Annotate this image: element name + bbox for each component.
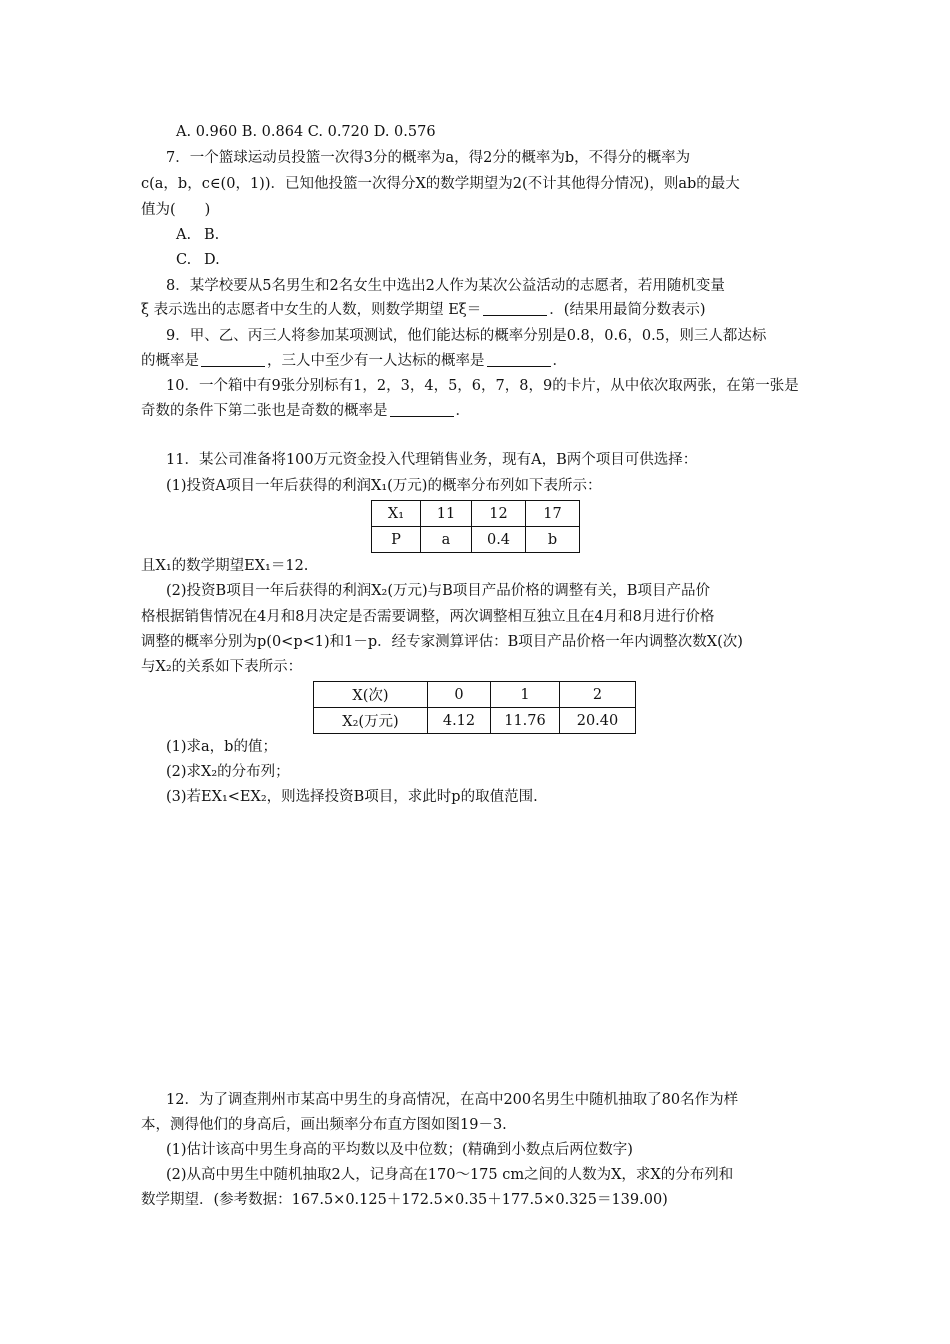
distribution-table-a bbox=[371, 500, 580, 553]
table-cell: b bbox=[526, 527, 580, 553]
q11-sub1: (1)求a，b的值； bbox=[166, 739, 277, 755]
q11-sub2: (2)求X₂的分布列； bbox=[166, 764, 290, 780]
q11-expectation: 且X₁的数学期望EX₁＝12. bbox=[141, 558, 309, 574]
q7-line1: 7．一个篮球运动员投篮一次得3分的概率为a，得2分的概率为b，不得分的概率为 bbox=[166, 150, 691, 166]
q8-line2-text: ξ 表示选出的志愿者中女生的人数，则数学期望 Eξ＝ bbox=[141, 302, 482, 318]
q11-sub3: (3)若EX₁<EX₂，则选择投资B项目，求此时p的取值范围. bbox=[166, 789, 538, 805]
q12-line2: 本，测得他们的身高后，画出频率分布直方图如图19－3. bbox=[141, 1117, 507, 1133]
table-cell: 0 bbox=[428, 682, 491, 708]
q8-line1: 8．某学校要从5名男生和2名女生中选出2人作为某次公益活动的志愿者，若用随机变量 bbox=[166, 278, 725, 294]
table-cell: X(次) bbox=[314, 682, 428, 708]
q11-part2-line4: 与X₂的关系如下表所示： bbox=[141, 659, 303, 675]
q7-option-d: D. bbox=[204, 252, 220, 268]
q11-part1: (1)投资A项目一年后获得的利润X₁(万元)的概率分布列如下表所示： bbox=[166, 478, 602, 494]
table-cell: 0.4 bbox=[472, 527, 526, 553]
distribution-table-b bbox=[313, 681, 636, 734]
table-row bbox=[372, 527, 580, 553]
table-cell: 17 bbox=[526, 501, 580, 527]
table-cell: 4.12 bbox=[428, 708, 491, 734]
answer-blank bbox=[483, 301, 547, 316]
q9-line2-mid: ，三人中至少有一人达标的概率是 bbox=[267, 353, 485, 369]
q7-option-c: C. bbox=[176, 252, 192, 268]
table-cell: 1 bbox=[491, 682, 560, 708]
q7-option-b: B. bbox=[204, 227, 220, 243]
q12-line1: 12．为了调查荆州市某高中男生的身高情况，在高中200名男生中随机抽取了80名作为样 bbox=[166, 1092, 739, 1108]
q6-options: A. 0.960 B. 0.864 C. 0.720 D. 0.576 bbox=[176, 124, 436, 140]
table-cell: 11.76 bbox=[491, 708, 560, 734]
answer-blank bbox=[487, 352, 551, 367]
q9-line2-tail: ． bbox=[552, 353, 567, 369]
table-row bbox=[314, 708, 636, 734]
q9-line2-text: 的概率是 bbox=[141, 353, 199, 369]
q10-line1: 10．一个箱中有9张分别标有1，2，3，4，5，6，7，8，9的卡片，从中依次取两张，在第一张是 bbox=[166, 378, 799, 394]
table-cell: a bbox=[421, 527, 472, 553]
answer-blank bbox=[201, 352, 265, 367]
q12-line3: (1)估计该高中男生身高的平均数以及中位数；(精确到小数点后两位数字) bbox=[166, 1142, 633, 1158]
table-cell: 2 bbox=[560, 682, 636, 708]
q10-line2 bbox=[141, 401, 470, 421]
q9-line2 bbox=[141, 351, 567, 371]
q8-line2-tail: ．(结果用最简分数表示) bbox=[549, 302, 706, 318]
q12-line4: (2)从高中男生中随机抽取2人，记身高在170～175 cm之间的人数为X，求X的分布列和 bbox=[166, 1167, 734, 1183]
table-cell: X₁ bbox=[372, 501, 421, 527]
q7-line3: 值为( ) bbox=[141, 202, 211, 218]
table-cell: 11 bbox=[421, 501, 472, 527]
q10-line2-text: 奇数的条件下第二张也是奇数的概率是 bbox=[141, 403, 388, 419]
q12-line5: 数学期望．(参考数据：167.5×0.125＋172.5×0.35＋177.5×0.325＝139.00) bbox=[141, 1192, 668, 1208]
q7-line2: c(a，b，c∈(0，1))．已知他投篮一次得分X的数学期望为2(不计其他得分情况)，则ab的最大 bbox=[141, 176, 740, 192]
table-cell: X₂(万元) bbox=[314, 708, 428, 734]
q7-option-a: A. bbox=[176, 227, 192, 243]
q10-line2-tail: ． bbox=[455, 403, 470, 419]
table-cell: 20.40 bbox=[560, 708, 636, 734]
table-cell: 12 bbox=[472, 501, 526, 527]
q8-line2 bbox=[141, 300, 706, 320]
answer-blank bbox=[390, 402, 454, 417]
table-cell: P bbox=[372, 527, 421, 553]
q11-part2-line3: 调整的概率分别为p(0<p<1)和1－p．经专家测算评估：B项目产品价格一年内调整次数X(次) bbox=[141, 634, 743, 650]
q11-part2-line2: 格根据销售情况在4月和8月决定是否需要调整，两次调整相互独立且在4月和8月进行价格 bbox=[141, 609, 715, 625]
table-row bbox=[314, 682, 636, 708]
q9-line1: 9．甲、乙、丙三人将参加某项测试，他们能达标的概率分别是0.8，0.6，0.5，则三人都达标 bbox=[166, 328, 767, 344]
table-row bbox=[372, 501, 580, 527]
q11-intro: 11．某公司准备将100万元资金投入代理销售业务，现有A，B两个项目可供选择： bbox=[166, 452, 698, 468]
q11-part2-line1: (2)投资B项目一年后获得的利润X₂(万元)与B项目产品价格的调整有关，B项目产品价 bbox=[166, 583, 710, 599]
